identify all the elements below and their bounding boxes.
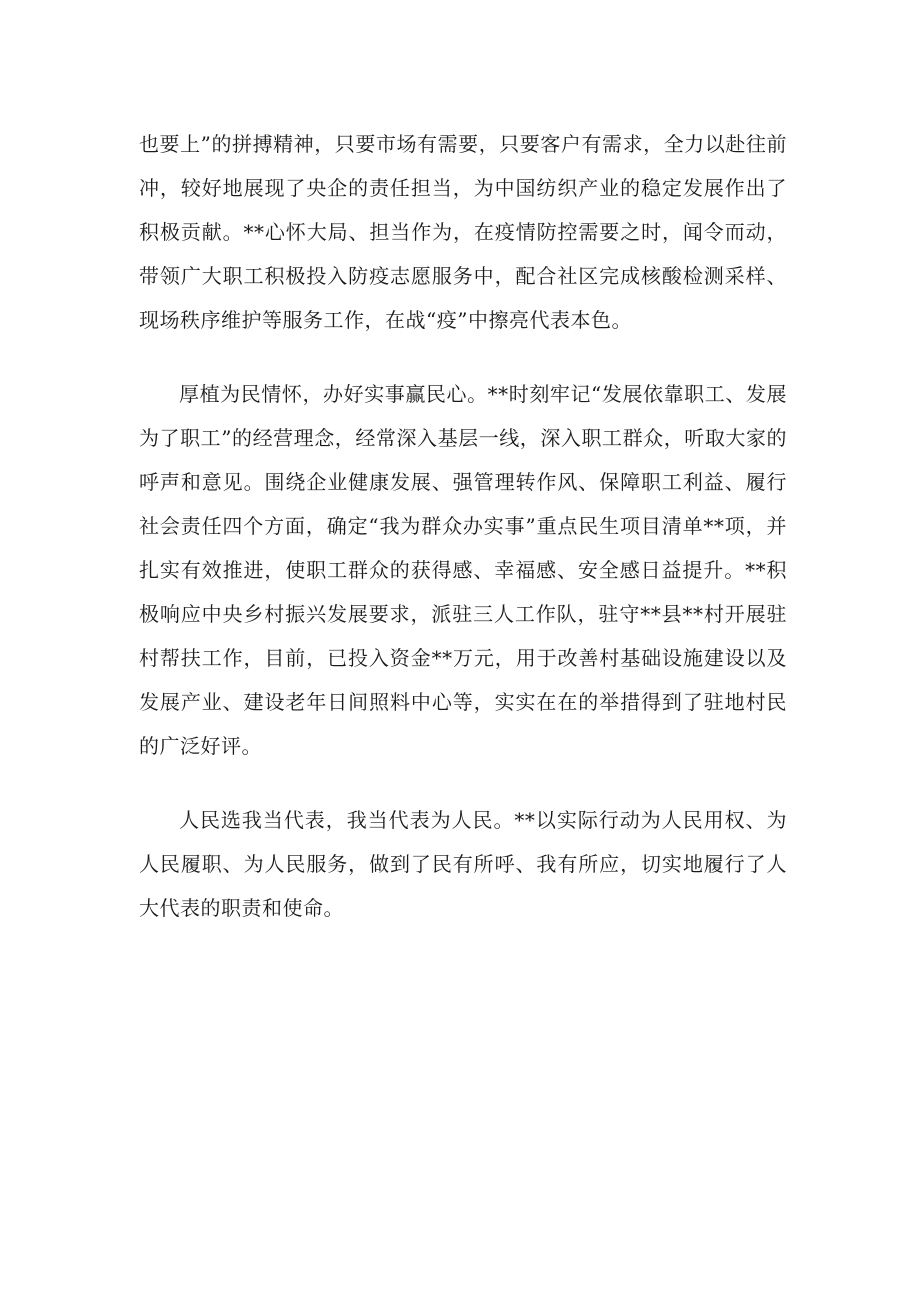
paragraph-representative-duty: 人民选我当代表，我当代表为人民。**以实际行动为人民用权、为人民履职、为人民服务，做到了民有所呼、我有所应，切实地履行了人大代表的职责和使命。	[139, 808, 787, 920]
paragraph-people-care: 厚植为民情怀，办好实事赢民心。**时刻牢记“发展依靠职工、发展为了职工”的经营理念，经常深入基层一线，深入职工群众，听取大家的呼声和意见。围绕企业健康发展、强管理转作风、保障职工利益、履行社会责任四个方面，确定“我为群众办实事”重点民生项目清单**项，并扎实有效推进，使职工群众的获得感、幸福感、安全感日益提升。**积极响应中央乡村振兴发展要求，派驻三人工作队，驻守**县**村开展驻村帮扶工作，目前，已投入资金**万元，用于改善村基础设施建设以及发展产业、建设老年日间照料中心等，实实在在的举措得到了驻地村民的广泛好评。	[139, 382, 787, 758]
document-body	[139, 122, 787, 930]
paragraph-continuation: 也要上”的拼搏精神，只要市场有需要，只要客户有需求，全力以赴往前冲，较好地展现了央企的责任担当，为中国纺织产业的稳定发展作出了积极贡献。**心怀大局、担当作为，在疫情防控需要之时，闻令而动，带领广大职工积极投入防疫志愿服务中，配合社区完成核酸检测采样、现场秩序维护等服务工作，在战“疫”中擦亮代表本色。	[139, 132, 787, 332]
